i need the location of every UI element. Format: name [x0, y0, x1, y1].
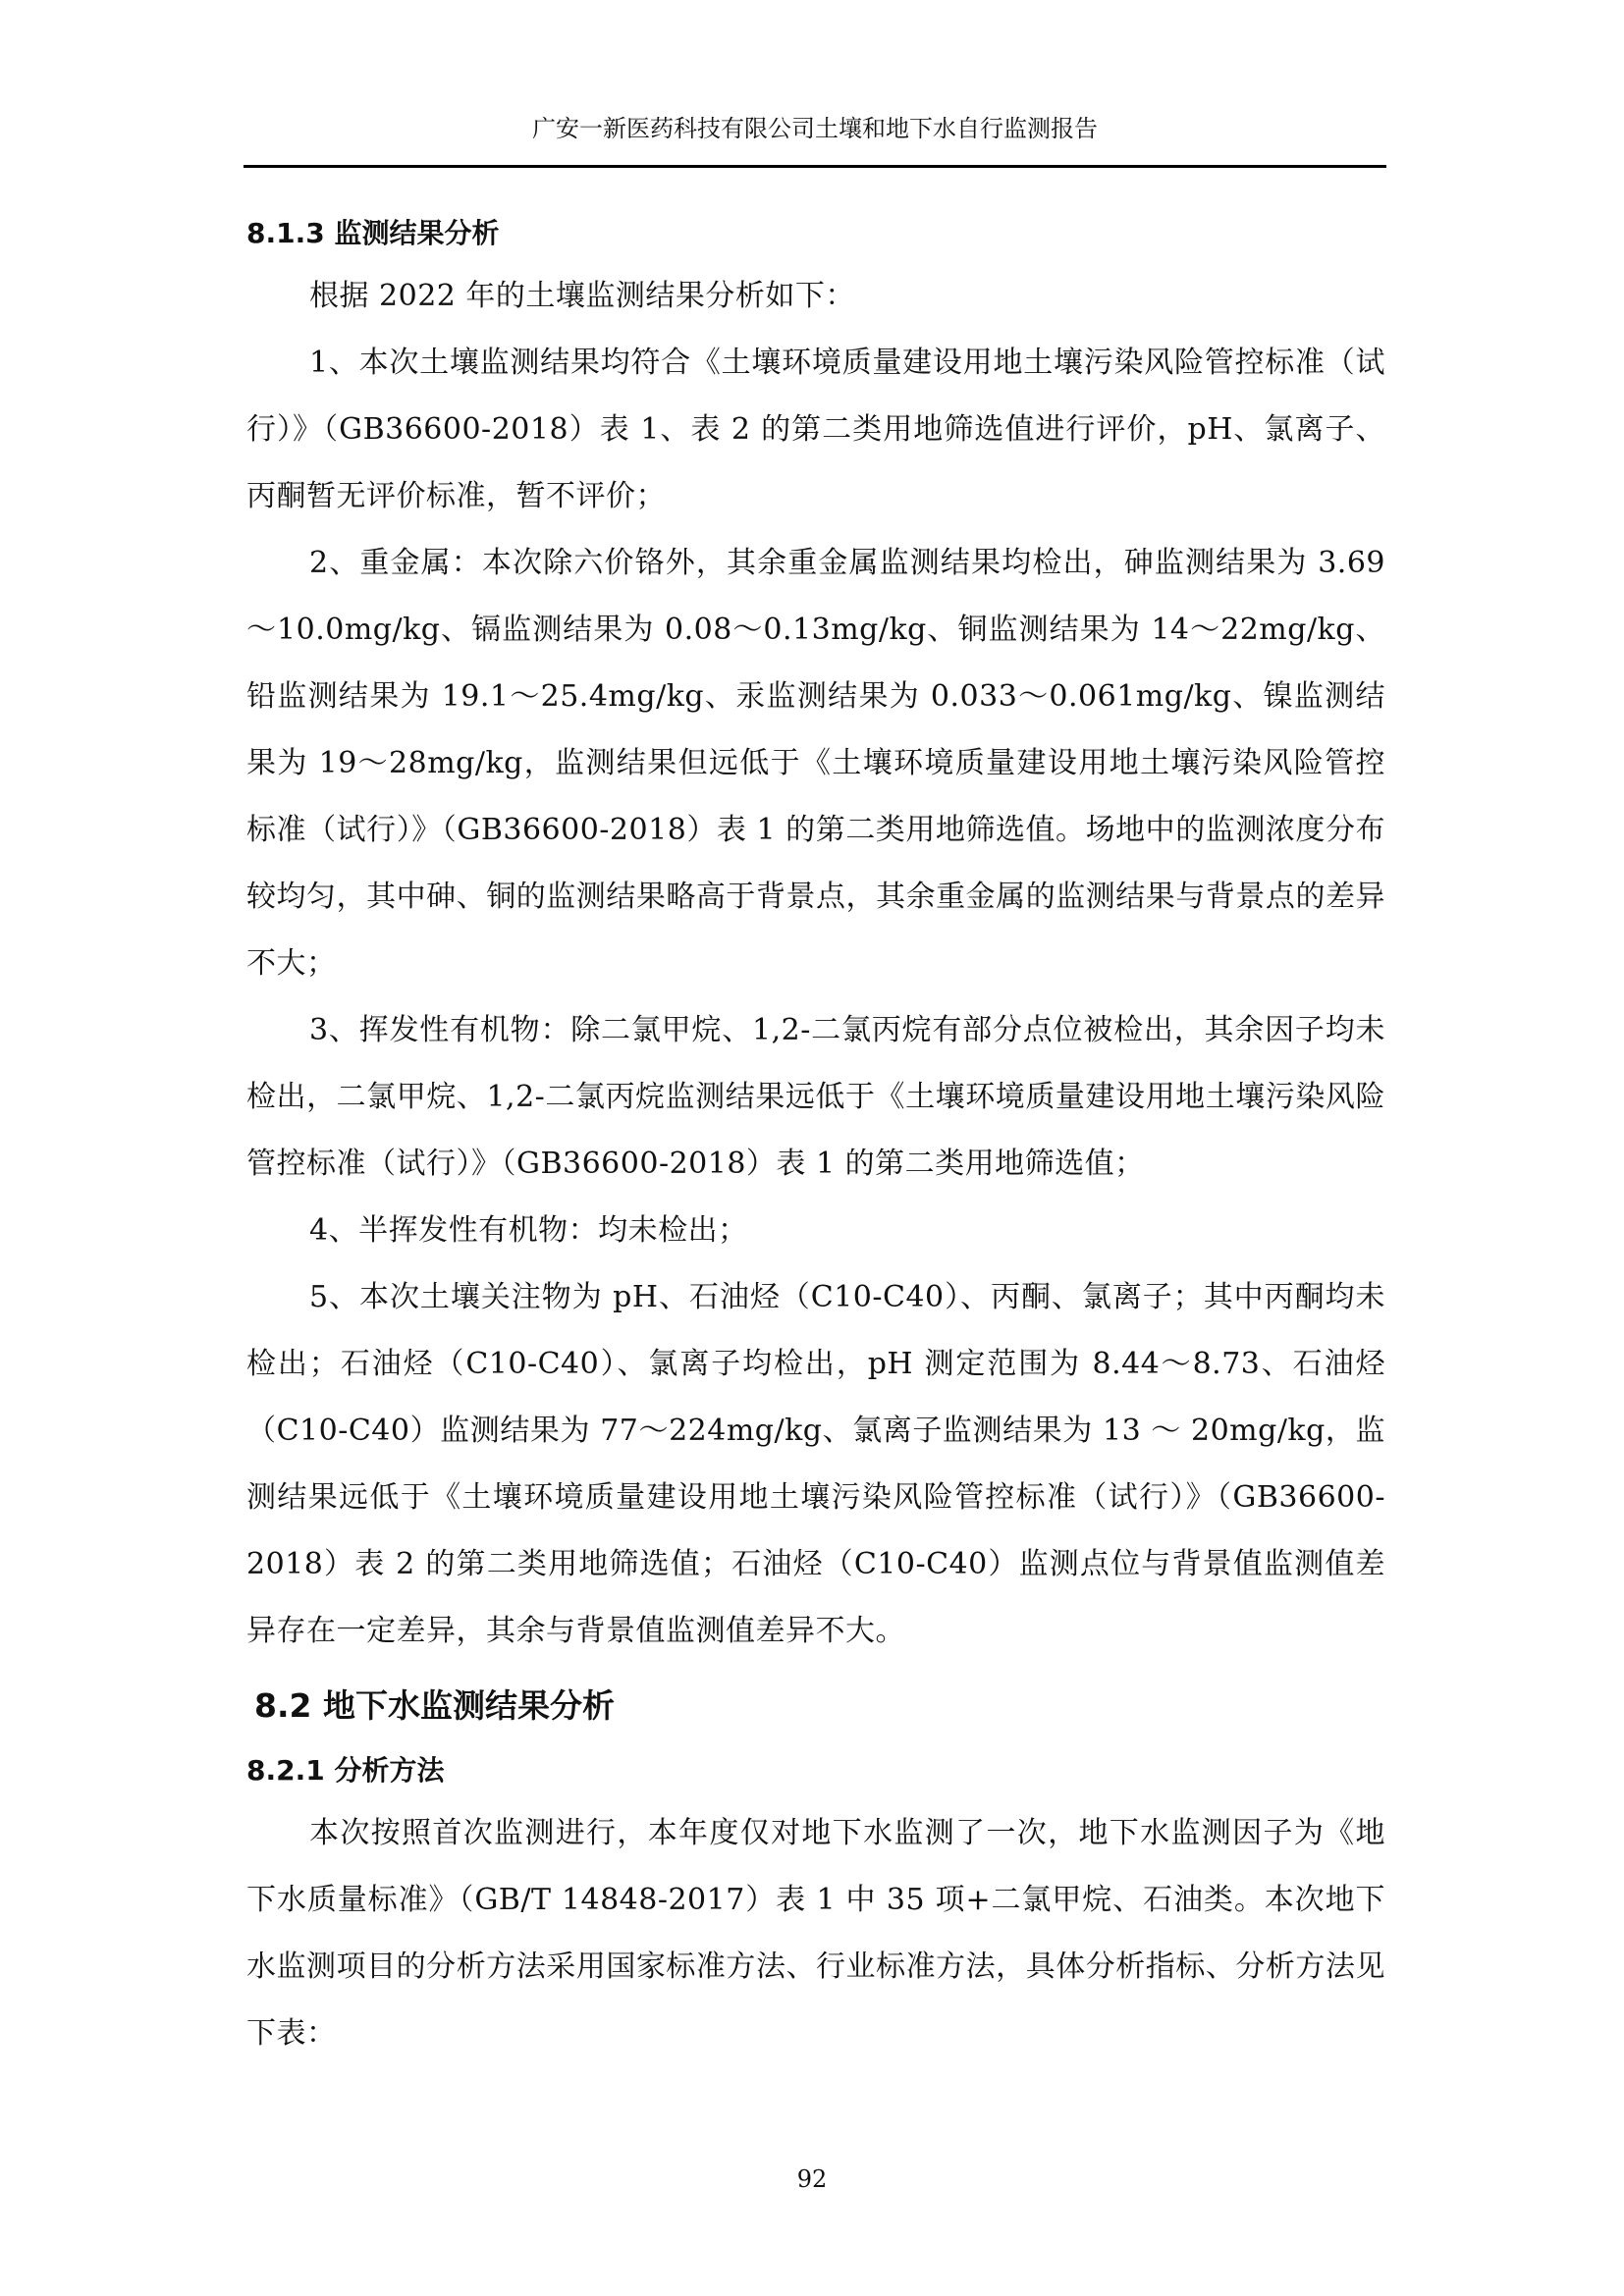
document-body	[246, 204, 1385, 2067]
heading-8-2: 8.2 地下水监测结果分析	[254, 1686, 615, 1725]
page-number: 92	[796, 2165, 828, 2193]
paragraph-item-4: 4、半挥发性有机物：均未检出；	[309, 1213, 748, 1248]
heading-8-1-3: 8.1.3 监测结果分析	[246, 217, 500, 249]
paragraph-groundwater-method: 本次按照首次监测进行，本年度仅对地下水监测了一次，地下水监测因子为《地下水质量标准》（GB/T 14848-2017）表 1 中 35 项+二氯甲烷、石油类。本次地下水监测项目的分析方法采用国家标准方法、行业标准方法，具体分析指标、分析方法见下表：	[246, 1816, 1385, 2051]
paragraph-intro: 根据 2022 年的土壤监测结果分析如下：	[309, 279, 855, 313]
paragraph-item-5: 5、本次土壤关注物为 pH、石油烃（C10-C40）、丙酮、氯离子；其中丙酮均未检出；石油烃（C10-C40）、氯离子均检出，pH 测定范围为 8.44～8.73、石油烃（C10-C40）监测结果为 77～224mg/kg、氯离子监测结果为 13 ～ 20mg/kg，监测结果远低于《土壤环境质量建设用地土壤污染风险管控标准（试行）》（GB36600-2018）表 2 的第二类用地筛选值；石油烃（C10-C40）监测点位与背景值监测值差异存在一定差异，其余与背景值监测值差异不大。	[246, 1280, 1385, 1648]
paragraph-item-2: 2、重金属：本次除六价铬外，其余重金属监测结果均检出，砷监测结果为 3.69～10.0mg/kg、镉监测结果为 0.08～0.13mg/kg、铜监测结果为 14～22mg/kg、铅监测结果为 19.1～25.4mg/kg、汞监测结果为 0.033～0.061mg/kg、镍监测结果为 19～28mg/kg，监测结果但远低于《土壤环境质量建设用地土壤污染风险管控标准（试行）》（GB36600-2018）表 1 的第二类用地筛选值。场地中的监测浓度分布较均匀，其中砷、铜的监测结果略高于背景点，其余重金属的监测结果与背景点的差异不大；	[246, 546, 1385, 981]
header-rule	[244, 165, 1386, 168]
paragraph-item-1: 1、本次土壤监测结果均符合《土壤环境质量建设用地土壤污染风险管控标准（试行）》（GB36600-2018）表 1、表 2 的第二类用地筛选值进行评价，pH、氯离子、丙酮暂无评价标准，暂不评价；	[246, 346, 1385, 513]
paragraph-item-3: 3、挥发性有机物：除二氯甲烷、1,2-二氯丙烷有部分点位被检出，其余因子均未检出，二氯甲烷、1,2-二氯丙烷监测结果远低于《土壤环境质量建设用地土壤污染风险管控标准（试行）》（GB36600-2018）表 1 的第二类用地筛选值；	[246, 1013, 1385, 1181]
page-header: 广安一新医药科技有限公司土壤和地下水自行监测报告	[532, 115, 1098, 142]
heading-8-2-1: 8.2.1 分析方法	[246, 1754, 445, 1787]
